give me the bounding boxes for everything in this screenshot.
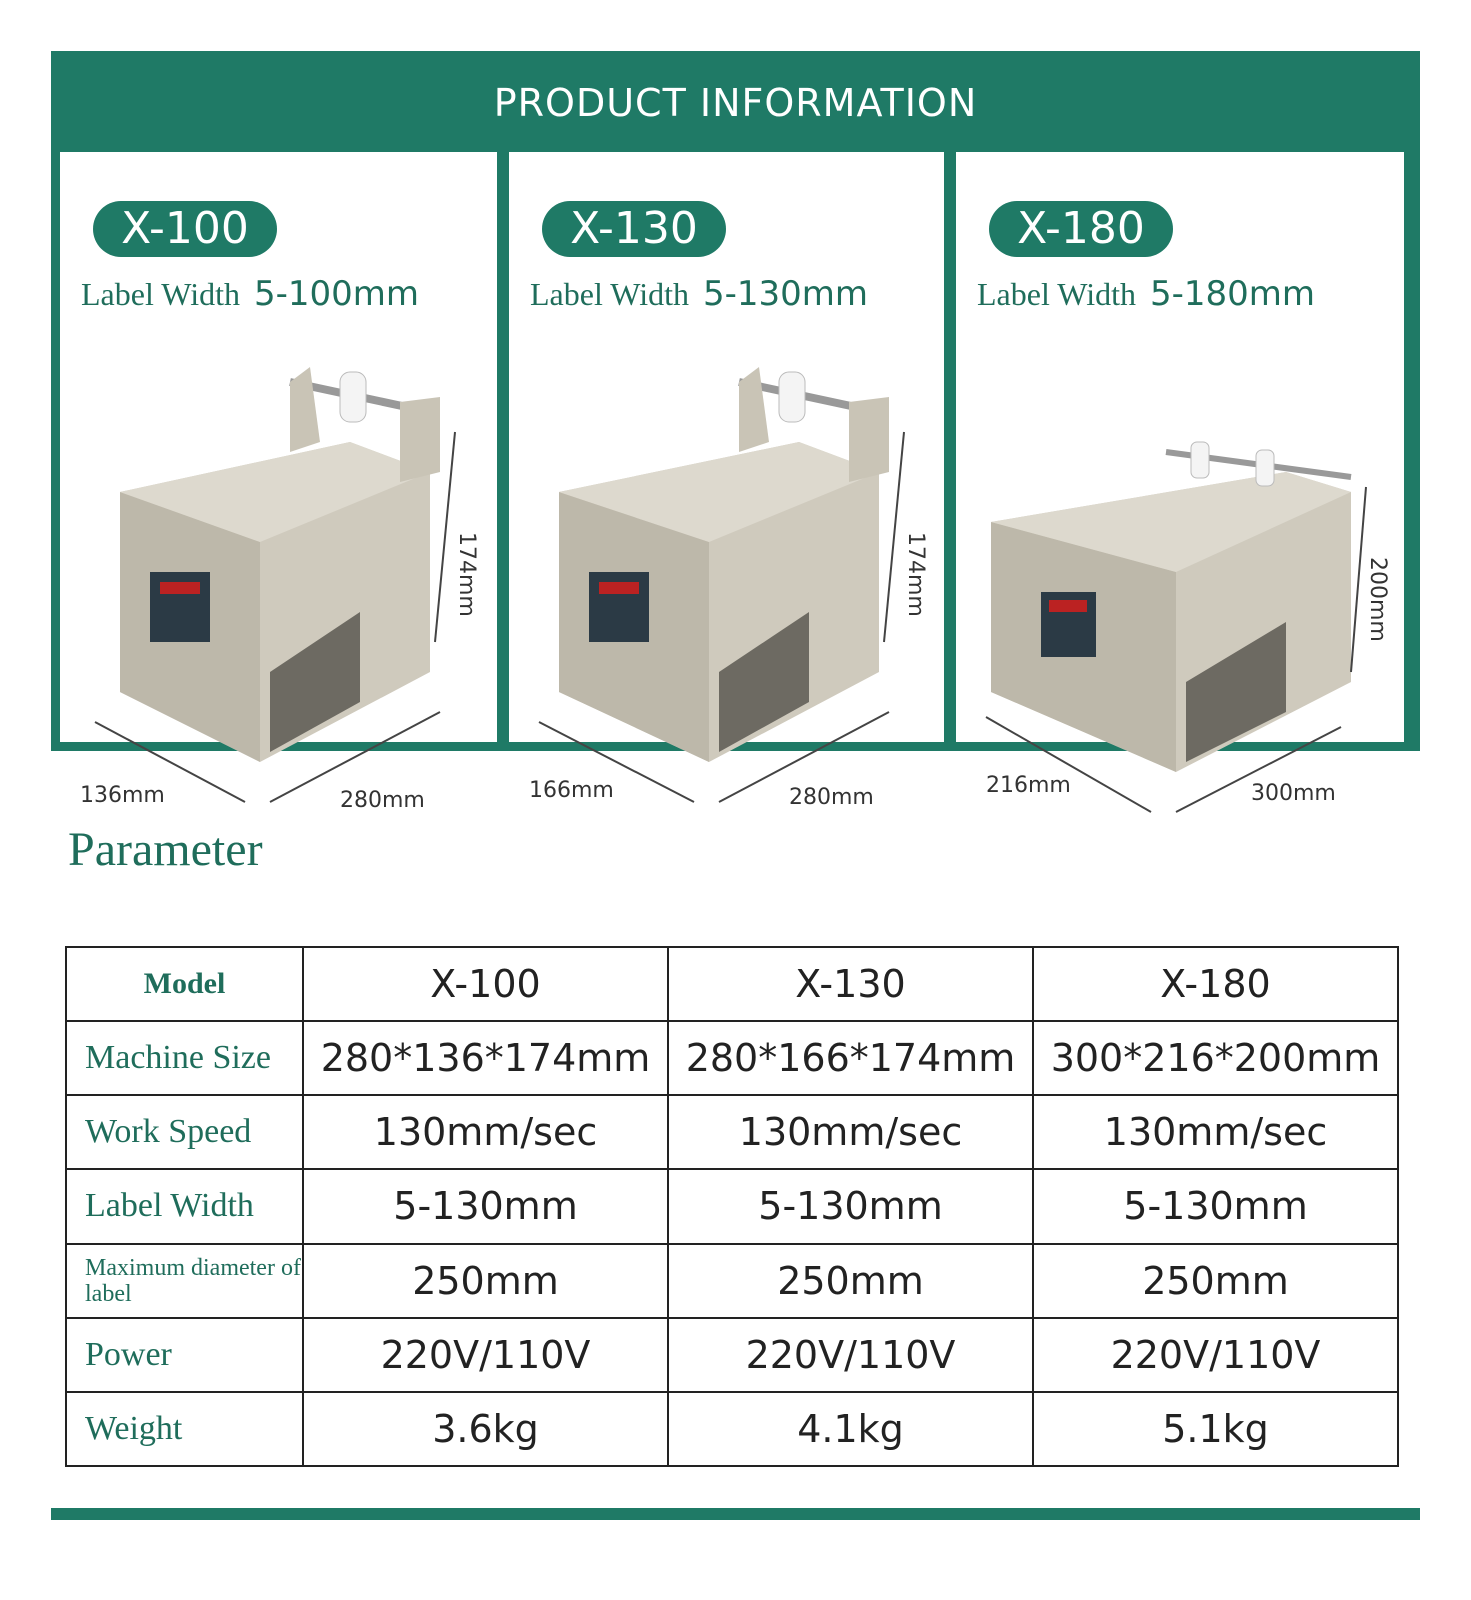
product-card-x130 (509, 152, 944, 810)
parameter-table (65, 946, 1399, 1467)
height-dimension: 174mm (454, 532, 479, 617)
panel-title: PRODUCT INFORMATION (493, 81, 978, 125)
width-dimension: 280mm (340, 788, 425, 813)
table-cell: 300*216*200mm (1033, 1021, 1398, 1095)
model-column-header: X-130 (668, 947, 1033, 1021)
machine-illustration (509, 342, 944, 810)
label-width-caption: Label Width (977, 276, 1136, 312)
label-width-caption: Label Width (530, 276, 689, 312)
label-width-value: 5-130mm (702, 274, 869, 314)
model-header-cell: Model (66, 947, 303, 1021)
table-cell: 130mm/sec (668, 1095, 1033, 1169)
table-cell: 3.6kg (303, 1392, 668, 1466)
label-width-line (81, 274, 419, 314)
depth-dimension: 216mm (986, 773, 1071, 798)
model-badge: X-180 (989, 201, 1173, 257)
row-label: Machine Size (66, 1021, 303, 1095)
table-cell: 5-130mm (1033, 1169, 1398, 1243)
model-badge: X-100 (93, 201, 277, 257)
label-width-value: 5-100mm (253, 274, 420, 314)
product-card-x100 (60, 152, 497, 813)
table-header-row (66, 947, 1398, 1021)
table-cell: 250mm (1033, 1244, 1398, 1318)
row-label: Label Width (66, 1169, 303, 1243)
label-width-caption: Label Width (81, 276, 240, 312)
table-cell: 5.1kg (1033, 1392, 1398, 1466)
table-cell: 5-130mm (668, 1169, 1033, 1243)
model-column-header: X-180 (1033, 947, 1398, 1021)
label-width-line (977, 274, 1315, 314)
table-row (66, 1169, 1398, 1243)
machine-illustration (60, 342, 497, 813)
label-width-line (530, 274, 868, 314)
table-cell: 250mm (303, 1244, 668, 1318)
table-row (66, 1392, 1398, 1466)
table-cell: 220V/110V (1033, 1318, 1398, 1392)
label-width-value: 5-180mm (1149, 274, 1316, 314)
table-cell: 130mm/sec (303, 1095, 668, 1169)
table-row (66, 1021, 1398, 1095)
product-card-x180 (956, 152, 1404, 806)
row-label: Maximum diameter of label (66, 1244, 303, 1318)
table-cell: 5-130mm (303, 1169, 668, 1243)
table-cell: 220V/110V (668, 1318, 1033, 1392)
table-row (66, 1095, 1398, 1169)
table-cell: 220V/110V (303, 1318, 668, 1392)
height-dimension: 200mm (1365, 557, 1390, 642)
product-information-panel (51, 51, 1420, 813)
bottom-divider (51, 1508, 1420, 1520)
machine-illustration (956, 342, 1404, 806)
table-cell: 4.1kg (668, 1392, 1033, 1466)
table-row (66, 1244, 1398, 1318)
height-dimension: 174mm (903, 532, 928, 617)
row-label: Power (66, 1318, 303, 1392)
table-cell: 280*136*174mm (303, 1021, 668, 1095)
table-cell: 130mm/sec (1033, 1095, 1398, 1169)
parameter-heading: Parameter (68, 823, 263, 876)
table-row (66, 1318, 1398, 1392)
table-cell: 280*166*174mm (668, 1021, 1033, 1095)
model-column-header: X-100 (303, 947, 668, 1021)
model-badge: X-130 (542, 201, 726, 257)
row-label: Work Speed (66, 1095, 303, 1169)
depth-dimension: 136mm (80, 783, 165, 808)
width-dimension: 300mm (1251, 781, 1336, 806)
width-dimension: 280mm (789, 785, 874, 810)
row-label: Weight (66, 1392, 303, 1466)
depth-dimension: 166mm (529, 778, 614, 803)
table-cell: 250mm (668, 1244, 1033, 1318)
